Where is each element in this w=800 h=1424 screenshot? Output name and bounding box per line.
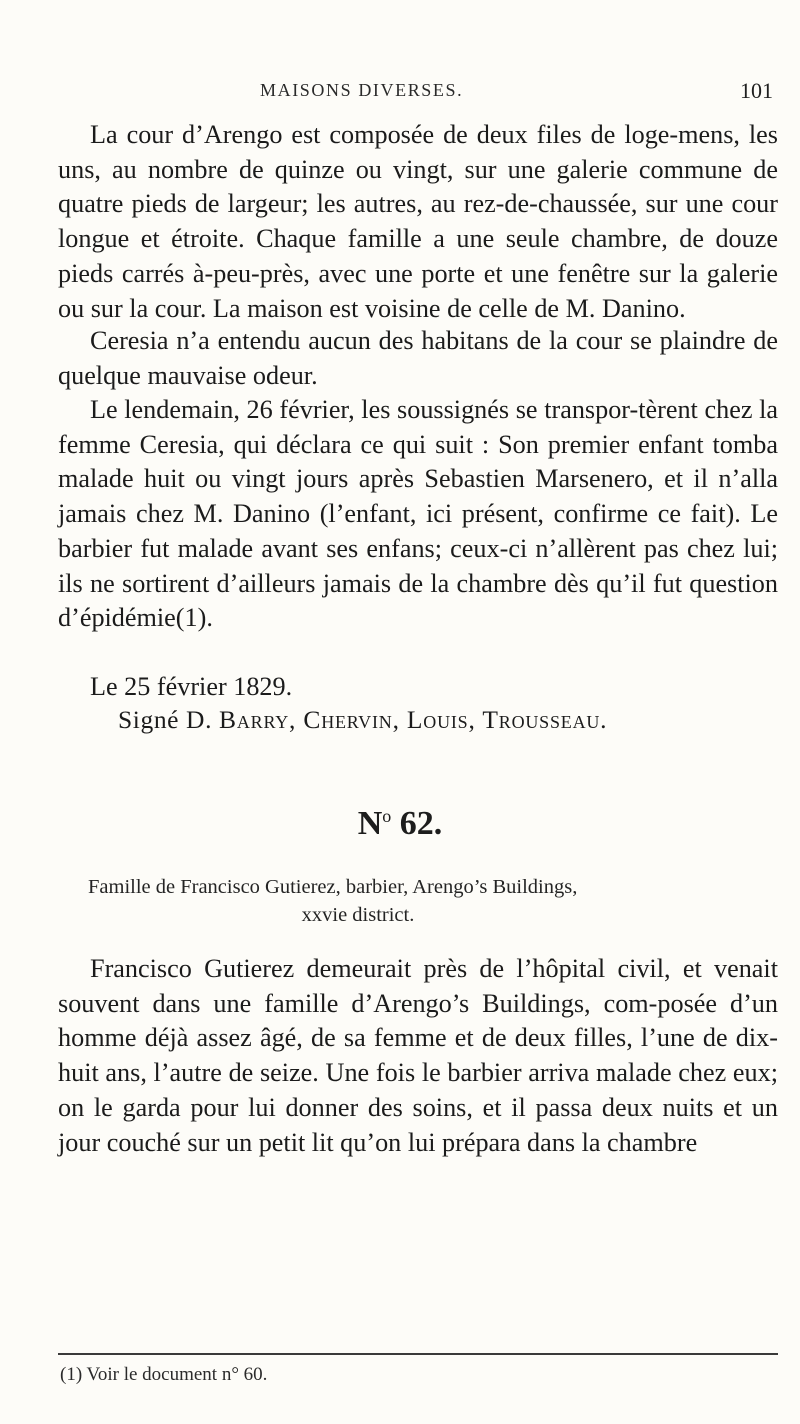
signature-line	[118, 705, 778, 735]
caption-line-2: xxvie district.	[301, 904, 415, 926]
caption-line-1: Famille de Francisco Gutierez, barbier, Arengo’s Buildings,	[88, 876, 578, 898]
paragraph-gutierez: Francisco Gutierez demeurait près de l’hôpital civil, et venait souvent dans une famille d’Arengo’s Buildings, com-posée d’un homme déjà assez âgé, de sa femme et de deux filles, l’une de dix-huit ans, l’autre de seize. Une fois le barbier arriva malade chez eux; on le garda pour lui donner des soins, et il passa deux nuits et un jour couché sur un petit lit qu’on lui prépara dans la chambre	[58, 954, 778, 1157]
paragraph-cour-arengo: La cour d’Arengo est composée de deux files de loge-mens, les uns, au nombre de quinze ou vingt, sur une galerie commune de quatre pieds de largeur; les autres, au rez-de-chaussée, sur une cour longue et étroite. Chaque famille a une seule chambre, de douze pieds carrés à-peu-près, avec une porte et une fenêtre sur la galerie ou sur la cour. La maison est voisine de celle de M. Danino.	[58, 120, 778, 323]
page-header	[240, 78, 773, 106]
paragraph-ceresia-odeur: Ceresia n’a entendu aucun des habitans de la cour se plaindre de quelque mauvaise odeur.	[58, 326, 778, 390]
signature-prefix: Signé D.	[118, 705, 220, 734]
document-caption	[88, 873, 778, 929]
document-number-heading	[0, 805, 800, 843]
doc-number: 62.	[391, 805, 443, 842]
running-title: MAISONS DIVERSES.	[260, 80, 464, 100]
doc-number-sup: o	[382, 806, 392, 826]
footnote-rule	[58, 1353, 778, 1355]
footnote: (1) Voir le document n° 60.	[60, 1364, 268, 1385]
signatories: Barry, Chervin, Louis, Trousseau.	[219, 705, 608, 734]
doc-number-prefix: N	[357, 805, 383, 842]
page-number: 101	[740, 78, 773, 103]
paragraph-lendemain: Le lendemain, 26 février, les soussignés se transpor-tèrent chez la femme Ceresia, qui déclara ce qui suit : Son premier enfant tomba malade huit ou vingt jours après Sebastien Marsenero, et il n’alla jamais chez M. Danino (l’enfant, ici présent, confirme ce fait). Le barbier fut malade avant ses enfans; ceux-ci n’allèrent pas chez lui; ils ne sortirent d’ailleurs jamais de la chambre dès qu’il fut question d’épidémie(1).	[58, 395, 778, 633]
date-line: Le 25 février 1829.	[90, 672, 293, 701]
